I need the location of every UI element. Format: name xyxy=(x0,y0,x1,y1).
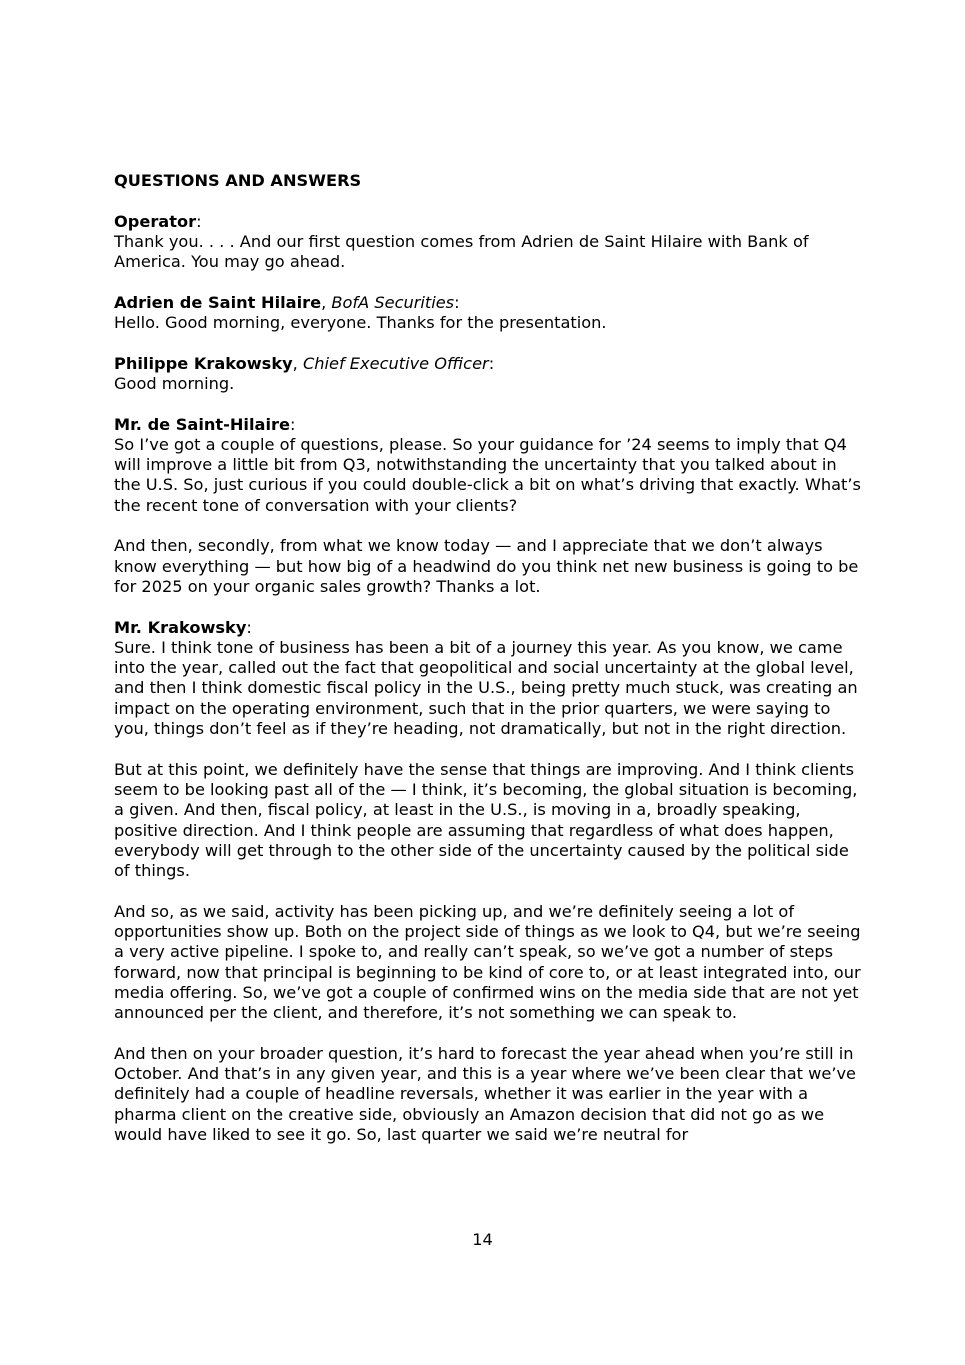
speaker-turn-continued xyxy=(114,536,862,597)
speaker-turn xyxy=(114,212,862,273)
speaker-line xyxy=(114,212,862,232)
paragraph: And then on your broader question, it’s hard to forecast the year ahead when you’re still in October. And that’s in any given year, and this is a year where we’ve been clear that we’ve definitely had a couple of headline reversals, whether it was earlier in the year with a pharma client on the creative side, obviously an Amazon decision that did not go as we would have liked to see it go. So, last quarter we said we’re neutral for xyxy=(114,1043,857,1144)
speaker-colon: : xyxy=(488,353,495,373)
paragraph: And so, as we said, activity has been picking up, and we’re definitely seeing a lot of opportunities show up. Both on the project side of things as we look to Q4, but we’re seeing a very active pipeline. I spoke to, and really can’t speak, so we’ve got a number of steps forward, now that principal is beginning to be kind of core to, or at least integrated into, our media offering. So, we’ve got a couple of confirmed wins on the media side that are not yet announced per the client, and therefore, it’s not something we can speak to. xyxy=(114,901,861,1023)
speaker-turn xyxy=(114,618,862,740)
paragraph: And then, secondly, from what we know today — and I appreciate that we don’t always know everything — but how big of a headwind do you think net new business is going to be for 2025 on your organic sales growth? Thanks a lot. xyxy=(114,536,859,596)
speaker-turn-continued xyxy=(114,1044,862,1145)
speaker-name: Mr. Krakowsky xyxy=(114,617,247,637)
paragraph: Thank you. . . . And our first question comes from Adrien de Saint Hilaire with Bank of America. You may go ahead. xyxy=(114,231,809,272)
paragraph: Hello. Good morning, everyone. Thanks for the presentation. xyxy=(114,313,607,333)
speaker-colon: : xyxy=(246,617,252,637)
speaker-turn xyxy=(114,354,862,395)
speaker-line xyxy=(114,618,862,638)
speaker-turn-continued xyxy=(114,902,862,1024)
speaker-separator: , xyxy=(321,292,332,312)
speaker-turn xyxy=(114,293,862,334)
page-number: 14 xyxy=(472,1230,493,1249)
paragraph: So I’ve got a couple of questions, please. So your guidance for ’24 seems to imply that Q4 will improve a little bit from Q3, notwithstanding the uncertainty that you talked about in the U.S. So, just curious if you could double-click a bit on what’s driving that exactly. What’s the recent tone of conversation with your clients? xyxy=(114,434,861,515)
speaker-colon: : xyxy=(454,292,460,312)
speaker-colon: : xyxy=(196,211,202,231)
speaker-name: Philippe Krakowsky xyxy=(114,353,293,373)
speaker-affiliation: Chief Executive Officer xyxy=(302,353,489,373)
transcript-page xyxy=(114,171,862,1166)
speaker-affiliation: BofA Securities xyxy=(331,292,455,312)
paragraph: But at this point, we definitely have the sense that things are improving. And I think clients seem to be looking past all of the — I think, it’s becoming, the global situation is becoming, a given. And then, fiscal policy, at least in the U.S., is moving in a, broadly speaking, positive direction. And I think people are assuming that regardless of what does happen, everybody will get through to the other side of the uncertainty caused by the political side of things. xyxy=(114,759,858,881)
paragraph: Good morning. xyxy=(114,373,235,393)
speaker-line xyxy=(114,354,862,374)
speaker-name: Operator xyxy=(114,211,197,231)
section-heading-block xyxy=(114,171,862,191)
speaker-name: Adrien de Saint Hilaire xyxy=(114,292,322,312)
speaker-colon: : xyxy=(289,414,296,434)
speaker-turn xyxy=(114,415,862,516)
section-heading: QUESTIONS AND ANSWERS xyxy=(114,171,362,190)
paragraph: Sure. I think tone of business has been a bit of a journey this year. As you know, we came into the year, called out the fact that geopolitical and social uncertainty at the global level, and then I think domestic fiscal policy in the U.S., being pretty much stuck, was creating an impact on the operating environment, such that in the prior quarters, we were saying to you, things don’t feel as if they’re heading, not dramatically, but not in the right direction. xyxy=(114,637,858,739)
speaker-separator: , xyxy=(292,353,303,373)
speaker-turn-continued xyxy=(114,760,862,882)
speaker-name: Mr. de Saint-Hilaire xyxy=(114,414,290,434)
speaker-line xyxy=(114,293,862,313)
speaker-line xyxy=(114,415,862,435)
